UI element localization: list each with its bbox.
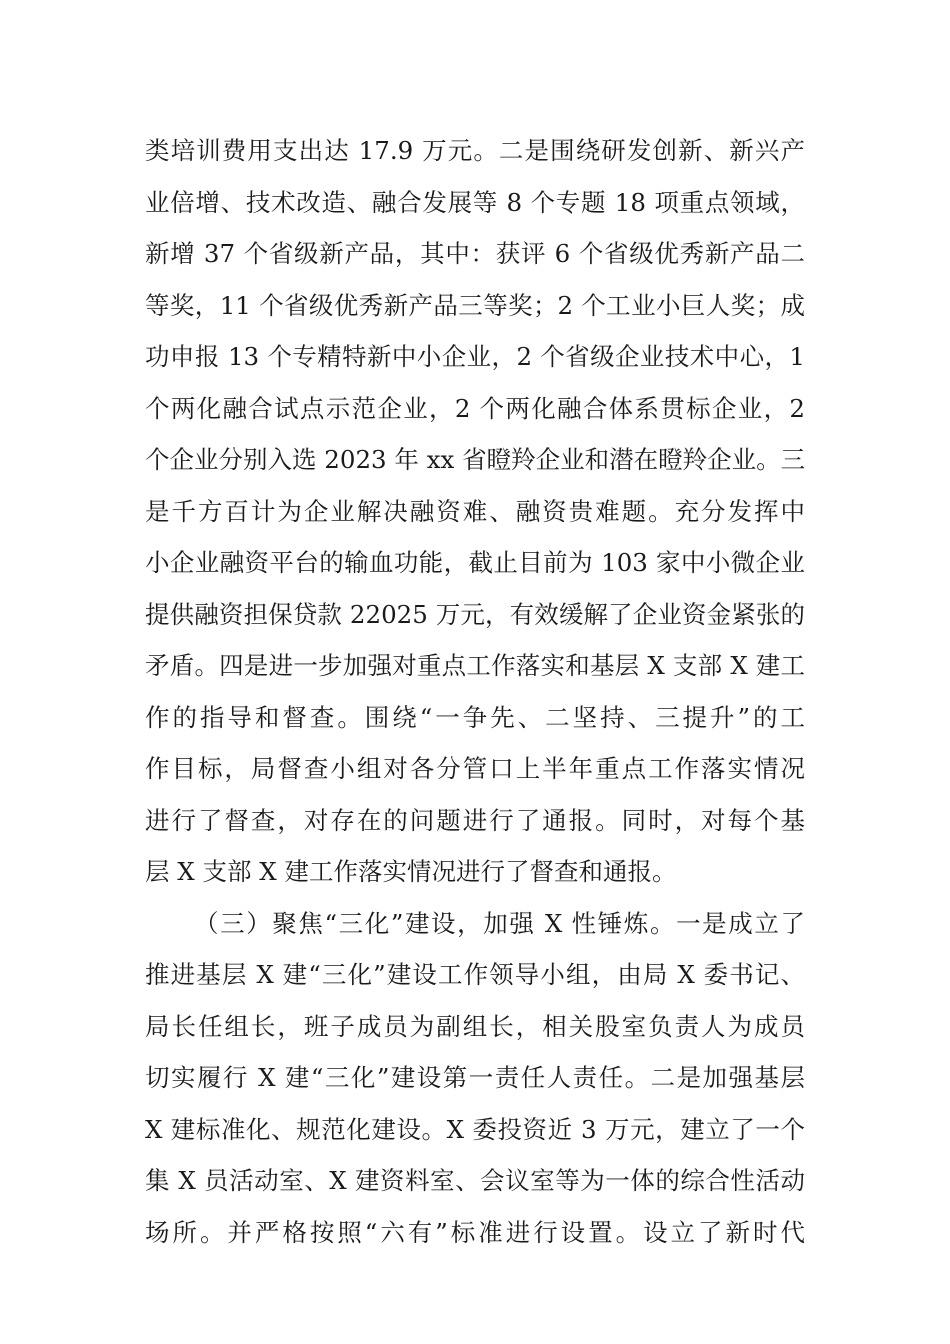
- text-line: 类培训费用支出达 17.9 万元。二是围绕研发创新、新兴产: [145, 136, 805, 165]
- text-line: 场所。并严格按照“六有”标准进行设置。设立了新时代: [145, 1217, 805, 1247]
- text-line: 业倍增、技术改造、融合发展等 8 个专题 18 项重点领域，: [145, 187, 805, 217]
- text-line: 等奖，11 个省级优秀新产品三等奖；2 个工业小巨人奖；成: [145, 290, 805, 320]
- text-line: 功申报 13 个专精特新中小企业，2 个省级企业技术中心，1: [145, 342, 805, 371]
- text-line: 进行了督查，对存在的问题进行了通报。同时，对每个基: [145, 805, 805, 835]
- text-line: 个企业分别入选 2023 年 xx 省瞪羚企业和潜在瞪羚企业。三: [145, 445, 806, 474]
- section-heading-line: （三）聚焦“三化”建设，加强 X 性锤炼。一是成立了: [194, 908, 805, 938]
- text-line: 小企业融资平台的输血功能，截止目前为 103 家中小微企业: [145, 548, 805, 577]
- text-line: 是千方百计为企业解决融资难、融资贵难题。充分发挥中: [145, 496, 805, 526]
- text-line: 作的指导和督查。围绕“一争先、二坚持、三提升”的工: [145, 702, 805, 732]
- text-line: 提供融资担保贷款 22025 万元，有效缓解了企业资金紧张的: [145, 599, 805, 629]
- text-line: X 建标准化、规范化建设。X 委投资近 3 万元，建立了一个: [145, 1114, 805, 1144]
- text-line: 新增 37 个省级新产品，其中：获评 6 个省级优秀新产品二: [145, 239, 805, 268]
- text-line: 集 X 员活动室、X 建资料室、会议室等为一体的综合性活动: [145, 1166, 805, 1195]
- text-line: 矛盾。四是进一步加强对重点工作落实和基层 X 支部 X 建工: [145, 651, 805, 680]
- body-text: [145, 125, 805, 1258]
- text-line: 层 X 支部 X 建工作落实情况进行了督查和通报。: [145, 857, 677, 886]
- text-line: 切实履行 X 建“三化”建设第一责任人责任。二是加强基层: [145, 1063, 805, 1092]
- text-line: 局长任组长，班子成员为副组长，相关股室负责人为成员: [145, 1011, 805, 1041]
- text-line: 作目标，局督查小组对各分管口上半年重点工作落实情况: [145, 754, 805, 783]
- text-line: 个两化融合试点示范企业，2 个两化融合体系贯标企业，2: [145, 393, 805, 423]
- text-line: 推进基层 X 建“三化”建设工作领导小组，由局 X 委书记、: [145, 960, 805, 989]
